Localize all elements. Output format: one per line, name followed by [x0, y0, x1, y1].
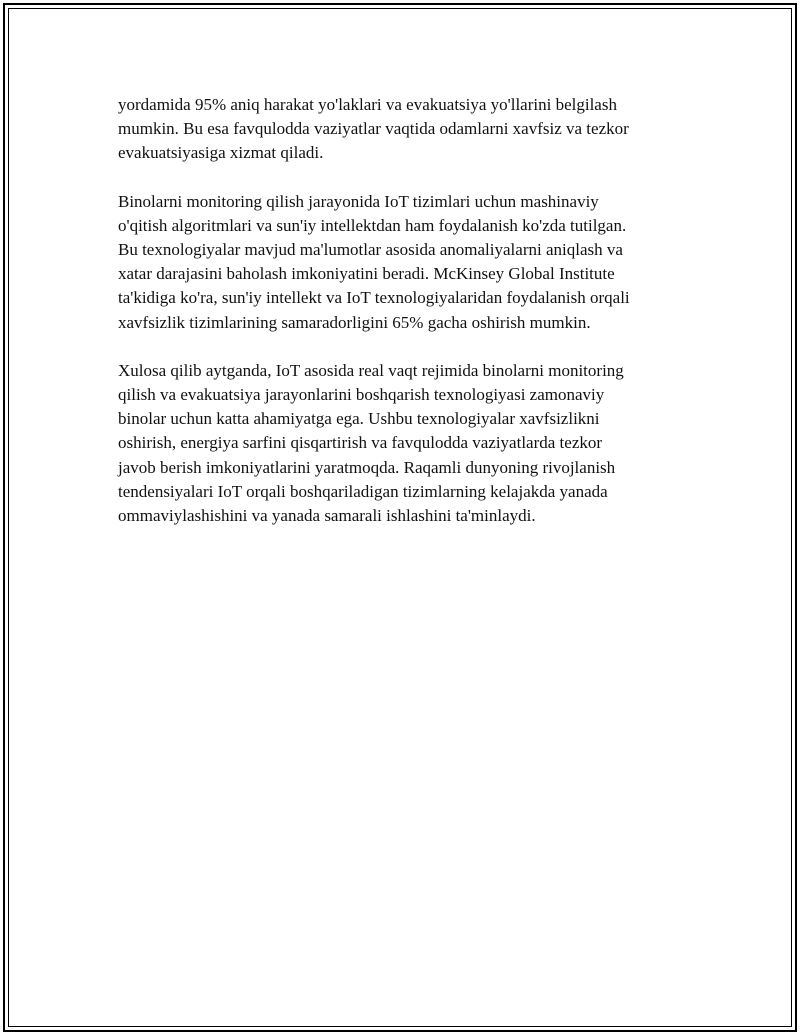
paragraph-line: evakuatsiyasiga xizmat qiladi. — [118, 143, 324, 163]
paragraph-line: xatar darajasini baholash imkoniyatini beradi. McKinsey Global Institute — [118, 264, 615, 284]
paragraph-line: mumkin. Bu esa favqulodda vaziyatlar vaqtida odamlarni xavfsiz va tezkor — [118, 119, 629, 139]
paragraph-line: qilish va evakuatsiya jarayonlarini boshqarish texnologiyasi zamonaviy — [118, 385, 605, 405]
paragraph-line: Binolarni monitoring qilish jarayonida IoT tizimlari uchun mashinaviy — [118, 191, 599, 211]
paragraph-line: Xulosa qilib aytganda, IoT asosida real vaqt rejimida binolarni monitoring — [118, 360, 624, 380]
document-body — [118, 93, 678, 552]
paragraph-line: javob berish imkoniyatlarini yaratmoqda. Raqamli dunyoning rivojlanish — [118, 457, 616, 477]
paragraph-1 — [118, 93, 678, 166]
paragraph-line: binolar uchun katta ahamiyatga ega. Ushbu texnologiyalar xavfsizlikni — [118, 409, 600, 429]
paragraph-line: oshirish, energiya sarfini qisqartirish va favqulodda vaziyatlarda tezkor — [118, 433, 603, 453]
paragraph-line: o'qitish algoritmlari va sun'iy intellektdan ham foydalanish ko'zda tutilgan. — [118, 215, 627, 235]
paragraph-line: ommaviylashishini va yanada samarali ishlashini ta'minlaydi. — [118, 506, 536, 526]
paragraph-2 — [118, 190, 678, 335]
paragraph-line: xavfsizlik tizimlarining samaradorligini 65% gacha oshirish mumkin. — [118, 312, 591, 332]
paragraph-3 — [118, 359, 678, 528]
paragraph-line: Bu texnologiyalar mavjud ma'lumotlar asosida anomaliyalarni aniqlash va — [118, 240, 623, 260]
paragraph-line: tendensiyalari IoT orqali boshqariladigan tizimlarning kelajakda yanada — [118, 481, 608, 501]
paragraph-line: yordamida 95% aniq harakat yo'laklari va evakuatsiya yo'llarini belgilash — [118, 95, 617, 114]
paragraph-line: ta'kidiga ko'ra, sun'iy intellekt va IoT texnologiyalaridan foydalanish orqali — [118, 288, 630, 308]
